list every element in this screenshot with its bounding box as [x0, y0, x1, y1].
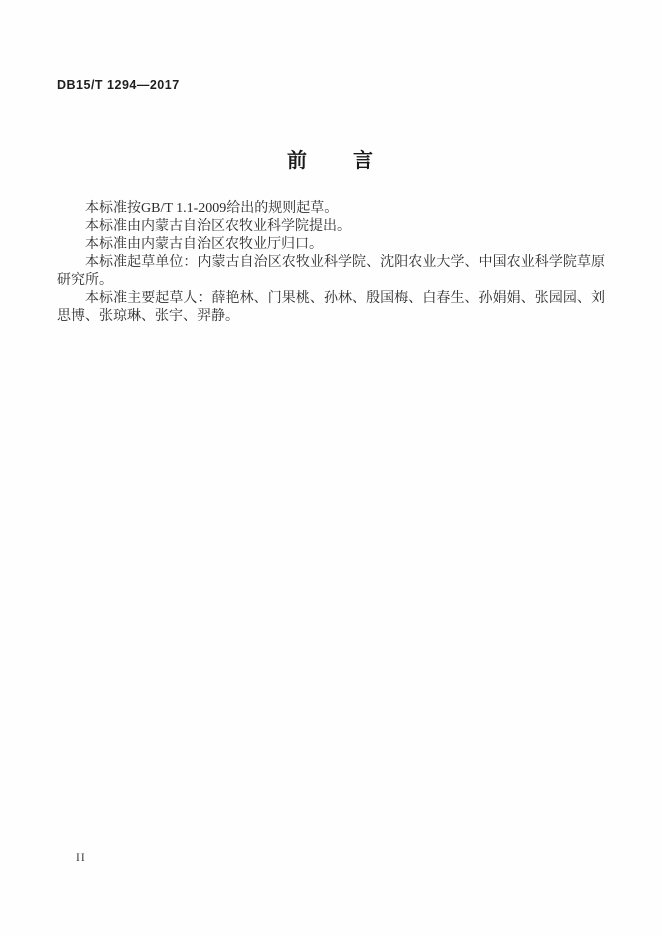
foreword-paragraph: 本标准主要起草人：薛艳林、门果桃、孙林、殷国梅、白春生、孙娟娟、张园园、刘思博、张琼琳、张宇、羿静。 — [57, 291, 605, 324]
foreword-paragraph: 本标准按GB/T 1.1-2009给出的规则起草。 — [85, 201, 339, 216]
page-number: II — [76, 852, 86, 864]
foreword-body — [57, 200, 605, 326]
doc-number-header: DB15/T 1294—2017 — [57, 78, 180, 92]
foreword-paragraph: 本标准起草单位：内蒙古自治区农牧业科学院、沈阳农业大学、中国农业科学院草原研究所。 — [57, 255, 605, 288]
page-title: 前 言 — [287, 150, 375, 172]
foreword-paragraph: 本标准由内蒙古自治区农牧业科学院提出。 — [85, 219, 351, 234]
foreword-paragraph: 本标准由内蒙古自治区农牧业厅归口。 — [85, 237, 323, 252]
